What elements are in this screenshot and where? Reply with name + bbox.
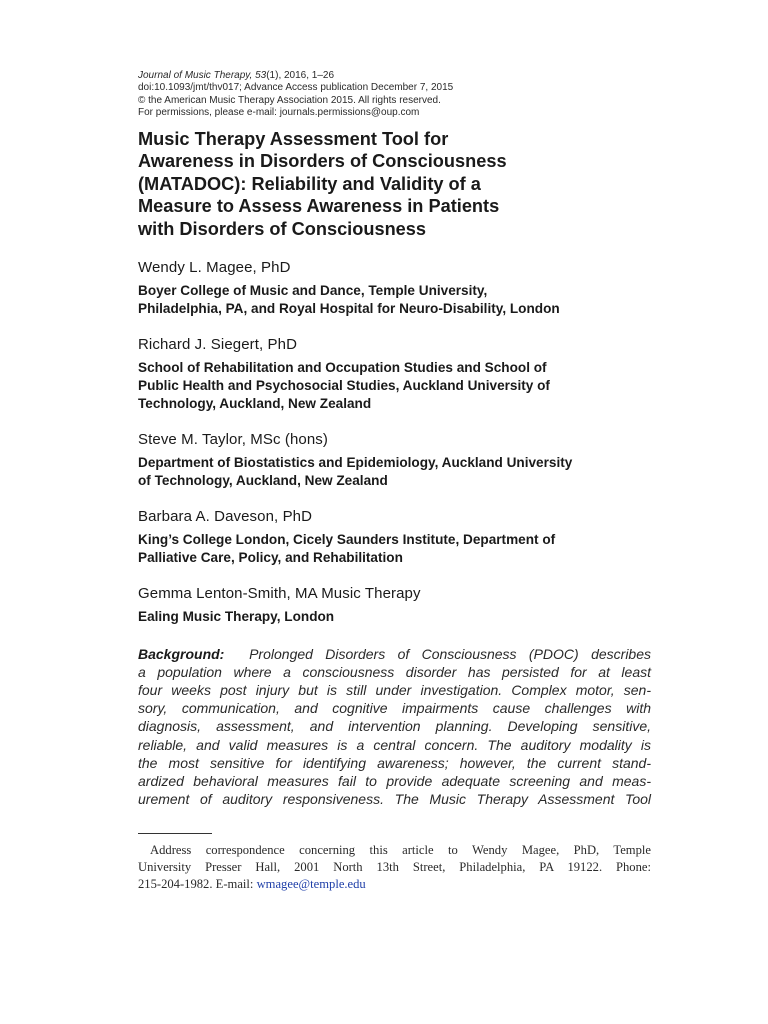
- abstract-line: four weeks post injury but is still under investigation. Complex motor, sen-: [138, 682, 651, 698]
- journal-name: Journal of Music Therapy,: [138, 70, 253, 81]
- abstract-line: sory, communication, and cognitive impairments cause challenges with: [138, 700, 651, 717]
- abstract-line: reliable, and valid measures is a central concern. The auditory modality is: [138, 736, 651, 753]
- footnote-line: Address correspondence concerning this article to Wendy Magee, PhD, Temple: [150, 843, 651, 857]
- title-line: with Disorders of Consciousness: [138, 219, 427, 239]
- abstract-line: the most sensitive for identifying awareness; however, the current stand-: [138, 754, 651, 771]
- title-line: Measure to Assess Awareness in Patients: [138, 196, 500, 217]
- affiliation-line: King’s College London, Cicely Saunders Institute, Department of: [138, 531, 556, 547]
- affiliation-line: Boyer College of Music and Dance, Temple University,: [138, 282, 488, 298]
- footnote-line: University Presser Hall, 2001 North 13th Street, Philadelphia, PA 19122. Phone:: [138, 860, 651, 874]
- author-name: Barbara A. Daveson, PhD: [138, 507, 313, 525]
- journal-header: [138, 70, 651, 120]
- abstract-line: [138, 645, 651, 663]
- abstract-line: diagnosis, assessment, and intervention planning. Developing sensitive,: [138, 718, 651, 735]
- author-block: [138, 430, 651, 490]
- author-name: Steve M. Taylor, MSc (hons): [138, 430, 328, 448]
- affiliation-line: Palliative Care, Policy, and Rehabilitation: [138, 549, 403, 565]
- abstract-line: a population where a consciousness disorder has persisted for at least: [138, 663, 651, 680]
- footnote-line: [138, 876, 651, 893]
- title-line: (MATADOC): Reliability and Validity of a: [138, 173, 481, 194]
- author-name: Gemma Lenton-Smith, MA Music Therapy: [138, 584, 421, 602]
- title-line: Awareness in Disorders of Consciousness: [138, 151, 507, 172]
- author-name: Wendy L. Magee, PhD: [138, 258, 291, 276]
- email-link[interactable]: wmagee@temple.edu: [256, 877, 366, 891]
- affiliation-line: Department of Biostatistics and Epidemiology, Auckland University: [138, 454, 573, 470]
- affiliation-line: Technology, Auckland, New Zealand: [138, 395, 372, 411]
- abstract-line: ardized behavioral measures fail to provide adequate screening and meas-: [138, 773, 651, 790]
- author-affiliation: [138, 531, 651, 567]
- journal-citation-line: [138, 70, 651, 82]
- journal-issue-pages: (1), 2016, 1–26: [266, 70, 335, 81]
- article-first-page: [138, 70, 651, 808]
- author-affiliation: [138, 359, 651, 413]
- article-title: [138, 128, 651, 241]
- copyright-line: © the American Music Therapy Association 2015. All rights reserved.: [138, 94, 441, 106]
- abstract-first-line-text: Prolonged Disorders of Consciousness (PDOC) describes: [249, 645, 651, 662]
- author-affiliation: [138, 608, 651, 626]
- abstract-label: Background:: [138, 645, 225, 662]
- author-block: [138, 258, 651, 318]
- abstract-line: urement of auditory responsiveness. The Music Therapy Assessment Tool: [138, 791, 651, 808]
- journal-volume: 53: [255, 70, 267, 81]
- title-line: Music Therapy Assessment Tool for: [138, 128, 449, 149]
- affiliation-line: Philadelphia, PA, and Royal Hospital for Neuro-Disability, London: [138, 300, 560, 316]
- permissions-line: For permissions, please e-mail: journals.permissions@oup.com: [138, 107, 420, 119]
- footnote-divider: [138, 833, 212, 834]
- author-affiliation: [138, 282, 651, 318]
- author-name: Richard J. Siegert, PhD: [138, 335, 298, 353]
- footnote-phone-text: 215-204-1982. E-mail:: [138, 877, 257, 891]
- correspondence-footnote: [138, 842, 651, 893]
- author-affiliation: [138, 454, 651, 490]
- affiliation-line: Public Health and Psychosocial Studies, Auckland University of: [138, 377, 550, 393]
- doi-line: doi:10.1093/jmt/thv017; Advance Access publication December 7, 2015: [138, 82, 454, 94]
- abstract: [138, 645, 651, 809]
- affiliation-line: of Technology, Auckland, New Zealand: [138, 472, 388, 488]
- affiliation-line: School of Rehabilitation and Occupation Studies and School of: [138, 359, 547, 375]
- author-block: [138, 507, 651, 567]
- author-block: [138, 335, 651, 413]
- affiliation-line: Ealing Music Therapy, London: [138, 608, 335, 624]
- author-block: [138, 584, 651, 626]
